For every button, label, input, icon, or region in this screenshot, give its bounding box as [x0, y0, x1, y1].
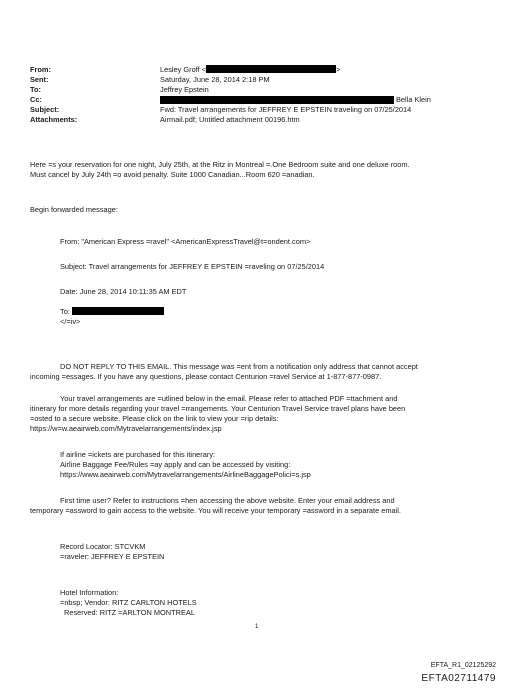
intro-paragraph: Here =s your reservation for one night, July 25th, at the Ritz in Montreal =.One Bedroom suite and one deluxe room. Must cancel by July 24th =o avoid penalty. Suite 1000 Canadian...Room 620 =anadian.	[30, 160, 410, 179]
sent-value: Saturday, June 28, 2014 2:18 PM	[160, 75, 270, 84]
header-from-row	[30, 65, 500, 75]
hotel-block	[60, 588, 197, 618]
redaction-bar	[206, 65, 336, 73]
attachments-value: Airmail.pdf; Untitled attachment 00196.htm	[160, 115, 300, 124]
header-to-row	[30, 85, 500, 95]
hotel-reserved: Reserved: RITZ =ARLTON MONTREAL	[64, 608, 195, 617]
notice-paragraph: DO NOT REPLY TO THIS EMAIL. This message was =ent from a notification only address that cannot accept incoming =essages. If you have any questions, please contact Centurion =ravel Service at 1-877-877-0987.	[30, 362, 418, 381]
forwarded-to: To:	[60, 307, 164, 317]
header-sent-row	[30, 75, 500, 85]
email-header	[30, 65, 500, 125]
hotel-title: Hotel Information:	[60, 588, 119, 597]
redaction-bar	[72, 307, 164, 315]
redaction-bar	[160, 96, 394, 104]
subject-label: Subject:	[30, 105, 60, 114]
attachments-label: Attachments:	[30, 115, 78, 124]
hotel-vendor: =nbsp; Vendor: RITZ CARLTON HOTELS	[60, 598, 197, 607]
bates-number-large: EFTA02711479	[421, 673, 496, 684]
begin-forwarded: Begin forwarded message:	[30, 205, 118, 214]
cc-value	[160, 95, 500, 105]
first-time-paragraph: First time user? Refer to instructions =hen accessing the above website. Enter your email address and temporary =assword to gain access to the website. You will receive your temporary =assword in a separate email.	[30, 496, 401, 515]
baggage-link: https://www.aeairweb.com/Mytravelarrangements/AirlineBaggagePolici=s.jsp	[60, 470, 311, 479]
from-value: Lesley Groff < >	[160, 65, 341, 74]
cc-label: Cc:	[30, 95, 42, 104]
from-label: From:	[30, 65, 51, 74]
div-close: </=iv>	[60, 317, 81, 326]
forwarded-date: Date: June 28, 2014 10:11:35 AM EDT	[60, 287, 187, 296]
subject-value: Fwd: Travel arrangements for JEFFREY E EPSTEIN traveling on 07/25/2014	[160, 105, 412, 114]
sent-label: Sent:	[30, 75, 49, 84]
record-locator: Record Locator: STCVKM	[60, 542, 146, 551]
record-block	[60, 542, 164, 562]
to-value: Jeffrey Epstein	[160, 85, 209, 94]
forwarded-from: From: "American Express =ravel" <AmericanExpressTravel@t=ondent.com>	[60, 237, 311, 246]
header-cc-row	[30, 95, 500, 105]
bates-number-small: EFTA_R1_02125292	[430, 662, 496, 669]
to-label: To:	[30, 85, 41, 94]
arrangements-link: https://w=w.aeairweb.com/Mytravelarrangements/index.jsp	[30, 424, 222, 433]
airline-paragraph: If airline =ickets are purchased for this itinerary: Airline Baggage Fee/Rules =ay apply and can be accessed by visiting: https://www.aeairweb.com/Mytravelarrangements/AirlineBaggagePolici=s.jsp	[60, 450, 311, 479]
page-number: 1	[255, 624, 259, 630]
forwarded-subject: Subject: Travel arrangements for JEFFREY E EPSTEIN =raveling on 07/25/2014	[60, 262, 325, 271]
traveler: =raveler: JEFFREY E EPSTEIN	[60, 552, 165, 561]
header-subject-row	[30, 105, 500, 115]
arrangements-paragraph: Your travel arrangements are =utlined below in the email. Please refer to attached PDF =ttachment and itinerary for more details regarding your travel =rrangements. Your Centurion Travel Service travel plans have been =osted to a secure website. Please click on the link to view your =rip details: https://w=w.aeairweb.com/Mytravelarrangements/index.jsp	[30, 394, 406, 433]
header-attachments-row	[30, 115, 500, 125]
cc-name: Bella Klein	[396, 95, 431, 104]
